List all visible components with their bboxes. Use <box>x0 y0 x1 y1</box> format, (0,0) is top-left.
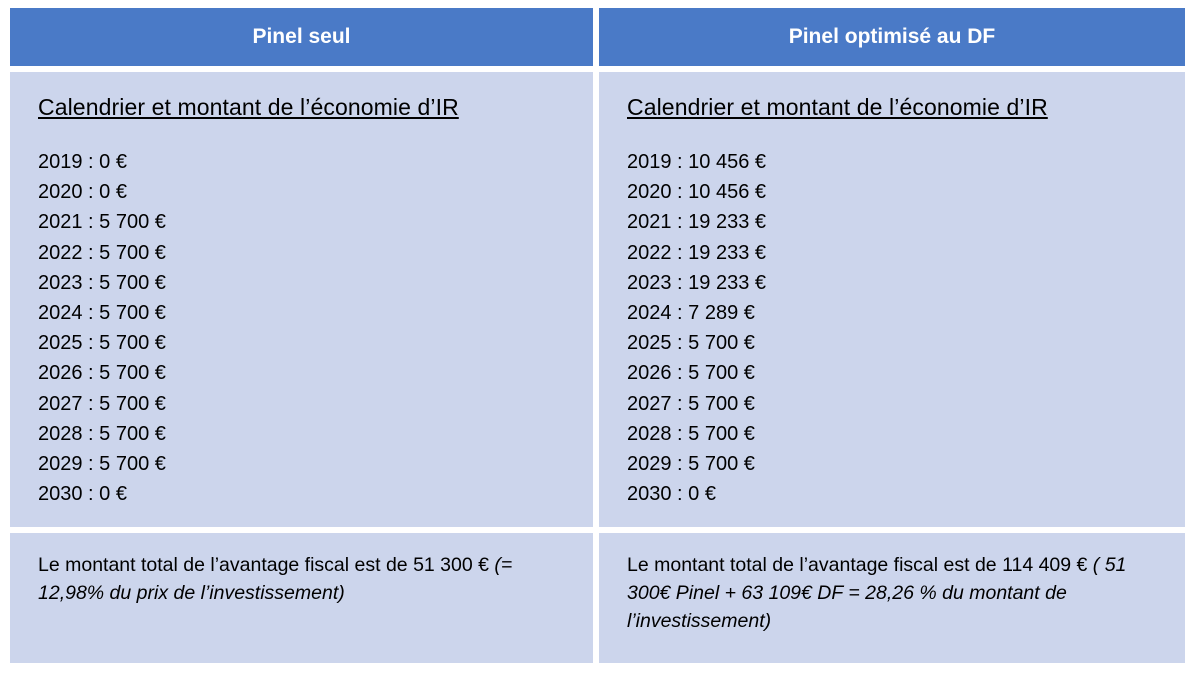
list-item: 2029 : 5 700 € <box>38 453 166 476</box>
year-amount-list <box>627 147 1185 509</box>
list-item: 2030 : 0 € <box>627 483 716 506</box>
list-item: 2022 : 19 233 € <box>627 241 767 264</box>
column-header-label: Pinel seul <box>252 25 351 48</box>
list-item: 2024 : 5 700 € <box>38 302 166 325</box>
section-title: Calendrier et montant de l’économie d’IR <box>627 94 1048 120</box>
list-item: 2021 : 19 233 € <box>627 211 767 234</box>
list-item: 2025 : 5 700 € <box>38 332 166 355</box>
section-title: Calendrier et montant de l’économie d’IR <box>38 94 459 120</box>
list-item: 2023 : 5 700 € <box>38 271 166 294</box>
list-item: 2022 : 5 700 € <box>38 241 166 264</box>
list-item: 2030 : 0 € <box>38 483 127 506</box>
comparison-table <box>10 8 1185 663</box>
list-item: 2020 : 0 € <box>38 181 127 204</box>
column-header-pinel-seul <box>10 8 593 66</box>
total-summary <box>627 551 1159 635</box>
list-item: 2020 : 10 456 € <box>627 181 767 204</box>
total-summary-normal: Le montant total de l’avantage fiscal est de 51 300 € <box>38 554 495 576</box>
list-item: 2028 : 5 700 € <box>38 422 166 445</box>
column-header-label: Pinel optimisé au DF <box>788 25 996 48</box>
footer-cell-pinel-optimise <box>599 533 1185 663</box>
total-summary-normal: Le montant total de l’avantage fiscal est de 114 409 € <box>627 554 1093 576</box>
list-item: 2026 : 5 700 € <box>627 362 755 385</box>
total-summary-italic: ( 51 300€ Pinel + 63 109€ DF = 28,26 % du montant de l’investissement) <box>627 554 1127 632</box>
list-item: 2023 : 19 233 € <box>627 271 767 294</box>
list-item: 2019 : 10 456 € <box>627 151 767 173</box>
list-item: 2029 : 5 700 € <box>627 453 755 476</box>
list-item: 2027 : 5 700 € <box>38 392 166 415</box>
column-header-pinel-optimise <box>599 8 1185 66</box>
footer-cell-pinel-seul <box>10 533 593 663</box>
total-summary <box>38 551 567 607</box>
table-body-row <box>10 72 1185 527</box>
list-item: 2019 : 0 € <box>38 151 127 173</box>
list-item: 2028 : 5 700 € <box>627 422 755 445</box>
total-summary-italic: (= 12,98% du prix de l’investissement) <box>38 554 513 604</box>
table-header-row <box>10 8 1185 66</box>
list-item: 2024 : 7 289 € <box>627 302 755 325</box>
list-item: 2027 : 5 700 € <box>627 392 755 415</box>
list-item: 2021 : 5 700 € <box>38 211 166 234</box>
body-cell-pinel-optimise <box>599 72 1185 527</box>
list-item: 2026 : 5 700 € <box>38 362 166 385</box>
year-amount-list <box>38 147 593 509</box>
table-footer-row <box>10 533 1185 663</box>
list-item: 2025 : 5 700 € <box>627 332 755 355</box>
body-cell-pinel-seul <box>10 72 593 527</box>
